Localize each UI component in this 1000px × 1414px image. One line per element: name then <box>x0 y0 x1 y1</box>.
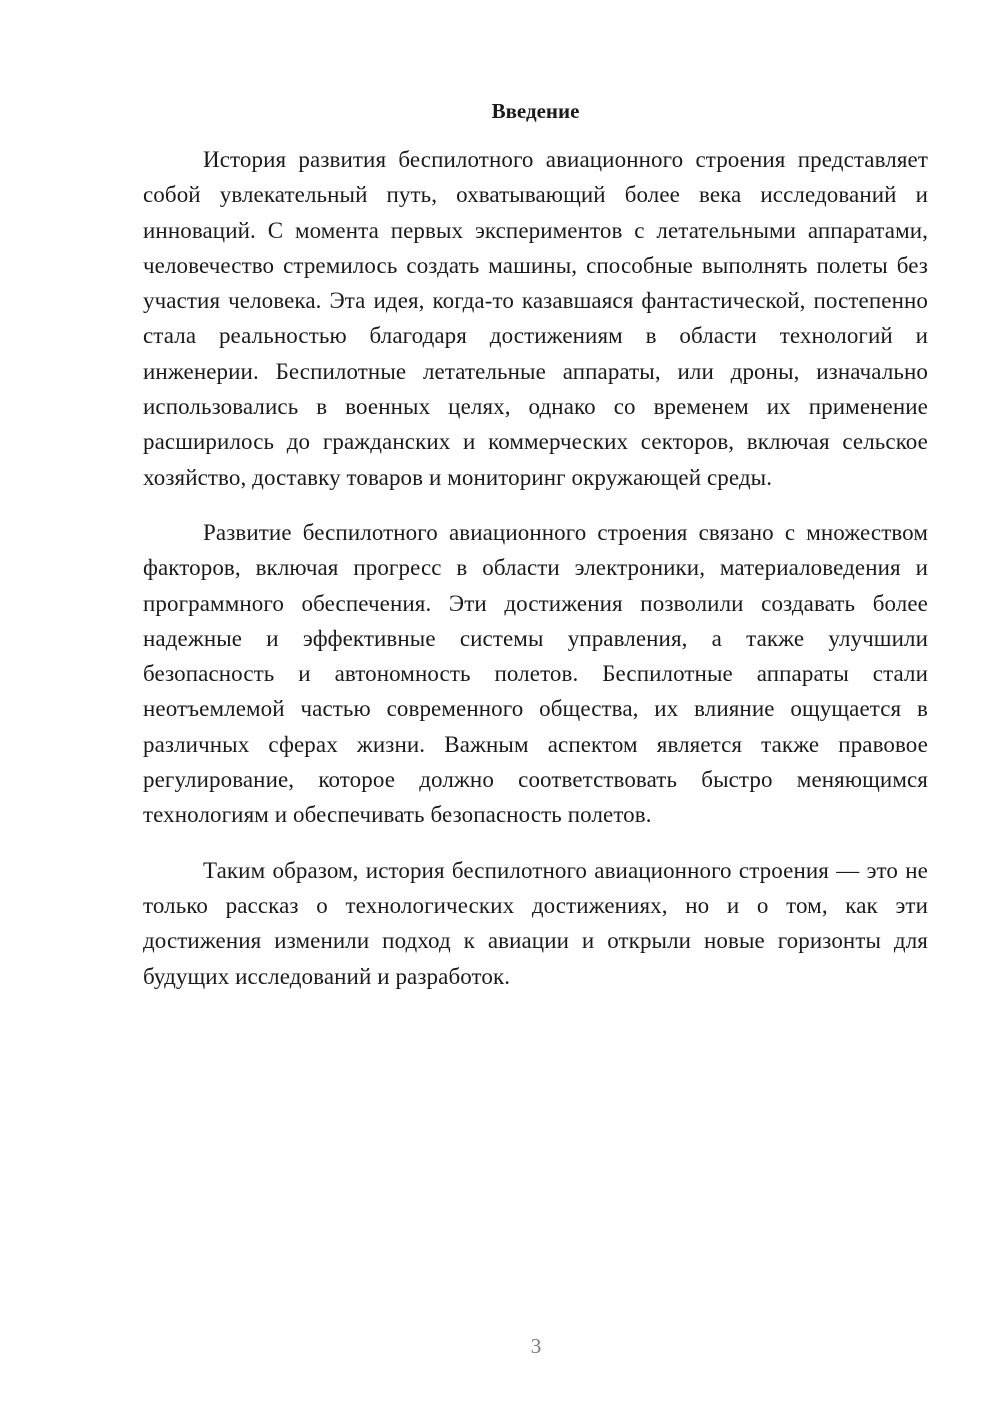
page-number: 3 <box>530 1334 542 1358</box>
paragraph-1: История развития беспилотного авиационного строения представляет собой увлекательный путь, охватывающий более века исследований и инноваций. С момента первых экспериментов с летательными аппаратами, человечество стремилось создать машины, способные выполнять полеты без участия человека. Эта идея, когда-то казавшаяся фантастической, постепенно стала реальностью благодаря достижениям в области технологий и инженерии. Беспилотные летательные аппараты, или дроны, изначально использовались в военных целях, однако со временем их применение расширилось до гражданских и коммерческих секторов, включая сельское хозяйство, доставку товаров и мониторинг окружающей среды. <box>143 147 928 490</box>
section-heading: Введение <box>491 99 580 123</box>
paragraph-3: Таким образом, история беспилотного авиационного строения — это не только рассказ о технологических достижениях, но и о том, как эти достижения изменили подход к авиации и открыли новые горизонты для будущих исследований и разработок. <box>143 857 928 989</box>
body-text <box>143 142 928 1014</box>
paragraph-2: Развитие беспилотного авиационного строения связано с множеством факторов, включая прогресс в области электроники, материаловедения и программного обеспечения. Эти достижения позволили создавать более надежные и эффективные системы управления, а также улучшили безопасность и автономность полетов. Беспилотные аппараты стали неотъемлемой частью современного общества, их влияние ощущается в различных сферах жизни. Важным аспектом является также правовое регулирование, которое должно соответствовать быстро меняющимся технологиям и обеспечивать безопасность полетов. <box>143 519 928 828</box>
